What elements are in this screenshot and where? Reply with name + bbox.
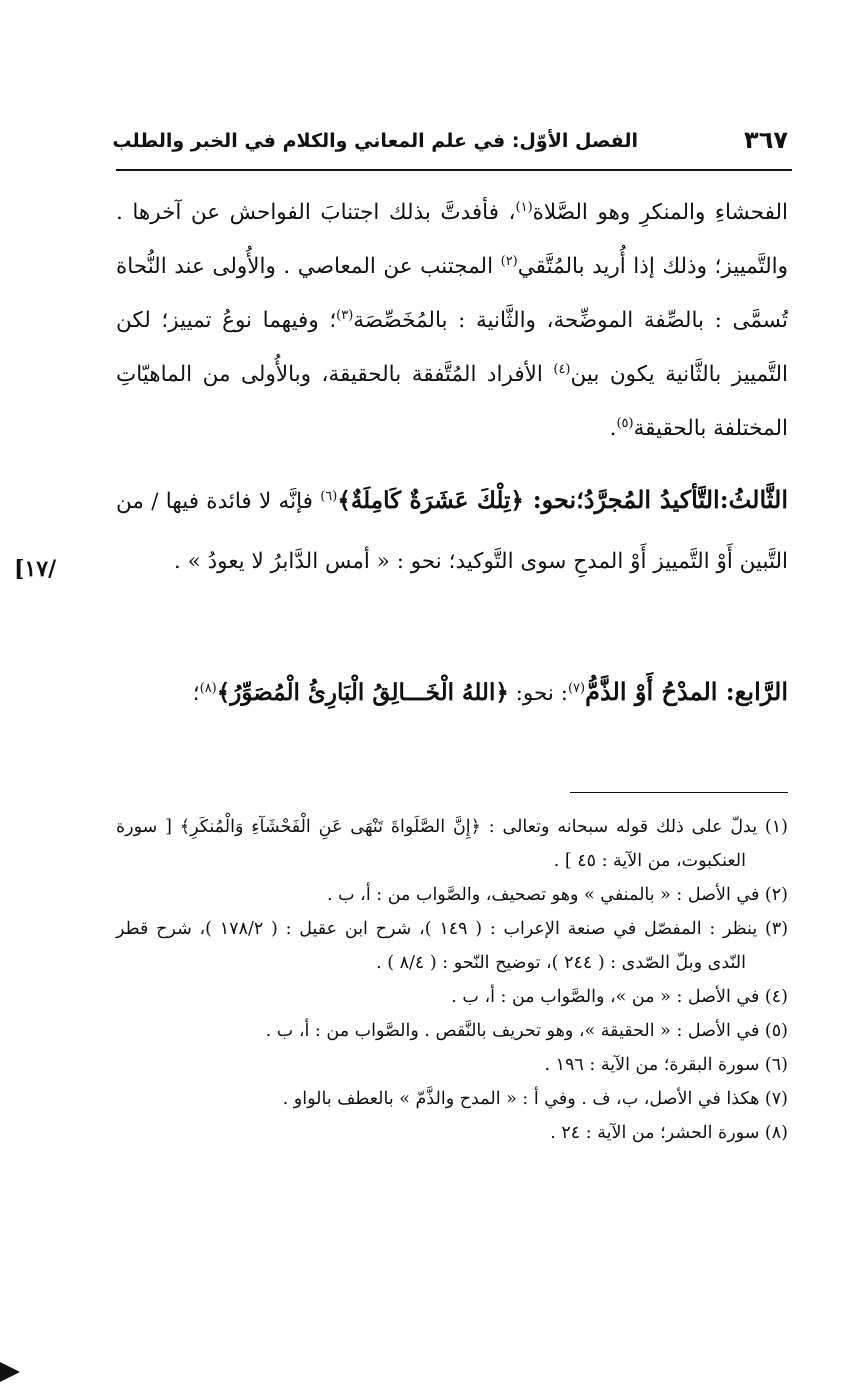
section-text: فإنَّه لا فائدة فيها / من التَّبين أَوْ التَّمييز أَوْ المدحِ سوى التَّوكيد؛ نحو : « أمس الدَّابرُ لا يعودُ » .	[116, 489, 788, 574]
text-run: ، فأفدتَّ بذلك اجتنابَ الفواحش عن آخرها . والتَّمييز؛ وذلك إذا أُريد بالمُتَّقي	[116, 200, 789, 279]
paragraph-text	[116, 186, 788, 456]
text-run: ؛ وفيهما نوعُ تمييز؛ لكن التَّمييز بالثَّانية يكون بين	[116, 308, 788, 387]
footnote-ref-8[interactable]: (٨)	[199, 680, 217, 696]
scan-corner-mark	[0, 1362, 20, 1382]
footnote-separator	[570, 792, 788, 793]
footnote-ref-4[interactable]: (٤)	[553, 361, 571, 377]
footnote-item: (١) يدلّ على ذلك قوله سبحانه وتعالى : ﴿إِنَّ الصَّلَواةَ تَنْهَى عَنِ الْفَحْشَآءِ وَالْمُنكَرِ﴾ [ سورة العنكبوت، من الآية : ٤٥ ] .	[116, 817, 788, 871]
footnote-ref-3[interactable]: (٣)	[336, 307, 354, 323]
footnote-item: (٢) في الأصل : « بالمنفي » وهو تصحيف، والصَّواب من : أ، ب .	[327, 885, 788, 905]
footnote-ref-6[interactable]: (٦)	[320, 488, 338, 504]
footnote-ref-7[interactable]: (٧)	[567, 680, 586, 696]
footnote-ref-5[interactable]: (٥)	[616, 415, 634, 431]
text-run: الفحشاءِ والمنكرِ وهو الصَّلاة	[532, 200, 789, 225]
footnote-item: (٨) سورة الحشر؛ من الآية : ٢٤ .	[550, 1123, 788, 1143]
text-run: المجتنب عن المعاصي . والأُولى عند النُّحاة تُسمَّى : بالصِّفة الموضِّحة، والثَّانية : بالمُخَصِّصَة	[116, 254, 788, 333]
section-emphasis	[116, 470, 788, 592]
footnote-item: (٥) في الأصل : « الحقيقة »، وهو تحريف بالنَّقص . والصَّواب من : أ، ب .	[265, 1021, 788, 1041]
quran-verse: ﴿تِلْكَ عَشَرَةٌ كَامِلَةٌ﴾	[337, 487, 524, 514]
footnote-item: (٤) في الأصل : « من »، والصَّواب من : أ، ب .	[451, 987, 788, 1007]
footnote-item: (٦) سورة البقرة؛ من الآية : ١٩٦ .	[544, 1055, 788, 1075]
page-number: ٣٦٧	[744, 126, 788, 154]
body-paragraph	[116, 186, 788, 456]
section-heading: الرَّابع: المدْحُ أَوْ الذَّمُّ	[585, 677, 788, 706]
quran-verse: ﴿اللهُ الْخَـــالِقُ الْبَارِئُ الْمُصَوِّرُ﴾	[216, 679, 509, 706]
footnote-item: (٣) ينظر : المفصّل في صنعة الإعراب : ( ١٤٩ )، شرح ابن عقيل : ( ١٧٨/٢ )، شرح قطر النّدى وبلّ الصّدى : ( ٢٤٤ )، توضيح النّحو : ( ٨/٤ ) .	[116, 919, 789, 973]
section-heading: الثَّالثُ:التَّأكيدُ المُجرَّدُ؛نحو:	[523, 485, 788, 514]
section-text: : نحو:	[508, 681, 568, 706]
footnote-ref-2[interactable]: (٢)	[500, 253, 518, 269]
chapter-title: الفصل الأوّل: في علم المعاني والكلام في الخبر والطلب	[112, 130, 638, 152]
text-run: .	[609, 416, 617, 441]
footnote-item: (٧) هكذا في الأصل، ب، ف . وفي أ : « المدح والذَّمّ » بالعطف بالواو .	[282, 1089, 788, 1109]
header-rule	[116, 169, 792, 171]
manuscript-folio-marker: /١٧]	[14, 556, 57, 582]
section-praise-blame	[116, 662, 788, 724]
running-header	[112, 126, 788, 168]
footnotes	[116, 810, 788, 1150]
footnote-ref-1[interactable]: (١)	[515, 199, 533, 215]
section-text: ؛	[192, 681, 200, 706]
text-run: الأفراد المُتَّفقة بالحقيقة، وبالأُولى من الماهيّاتِ المختلفة بالحقيقة	[116, 362, 788, 441]
